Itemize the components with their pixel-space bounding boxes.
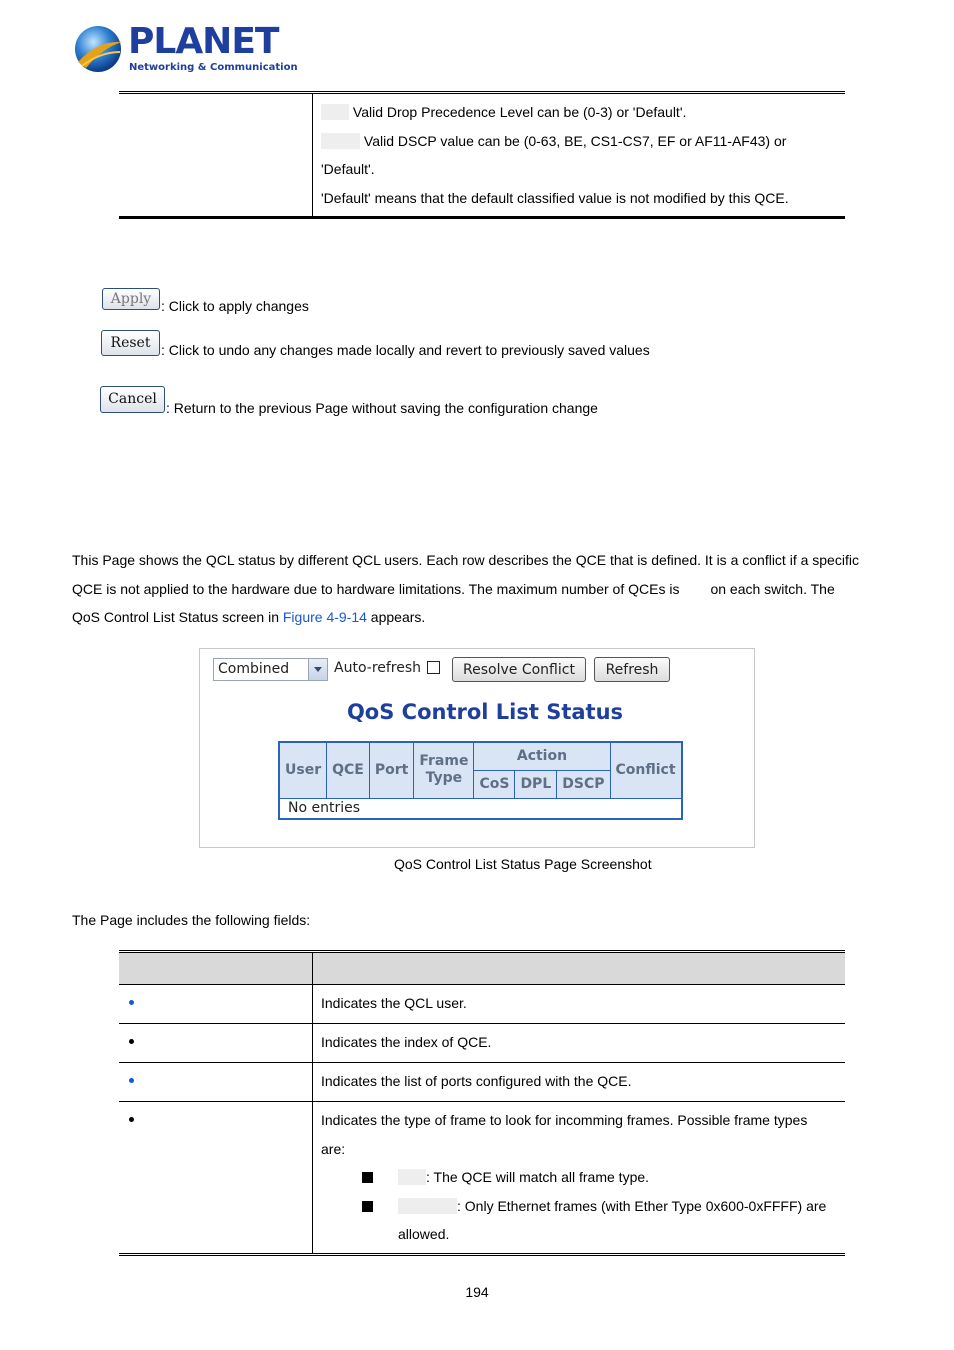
table-row — [119, 1024, 845, 1063]
qcl-status-title: QoS Control List Status — [346, 700, 624, 724]
cancel-button[interactable]: Cancel — [100, 386, 165, 413]
col-user: User — [279, 742, 327, 798]
dscp-desc: Valid DSCP value can be (0-63, BE, CS1-CS7, EF or AF11-AF43) or — [363, 132, 787, 149]
param-desc-cell — [313, 93, 846, 218]
intro-line-2: QCE is not applied to the hardware due to hardware limitations. The maximum number of QCEs is on each switch. The — [72, 580, 835, 597]
type-highlight — [398, 1198, 457, 1214]
param-name-cell — [119, 93, 313, 218]
col-conflict: Conflict — [610, 742, 682, 798]
default-line: 'Default'. — [321, 161, 375, 177]
figure-caption: QoS Control List Status Page Screenshot — [394, 856, 652, 872]
field-desc: Indicates the type of frame to look for incomming frames. Possible frame types are: : The QCE will match all frame type. : Only Ethernet frames (with Ether Type 0x600-0xFFFF) are allowed. — [313, 1102, 846, 1255]
dpl-highlight — [321, 104, 349, 120]
field-desc: Indicates the list of ports configured with the QCE. — [313, 1063, 846, 1102]
col-qce: QCE — [327, 742, 370, 798]
field-desc: Indicates the index of QCE. — [313, 1024, 846, 1063]
apply-desc: : Click to apply changes — [161, 298, 309, 314]
bullet-icon — [129, 1117, 134, 1122]
col-cos: CoS — [474, 770, 515, 798]
bullet-icon — [129, 1039, 134, 1044]
no-entries-row: No entries — [279, 798, 682, 819]
list-item: : The QCE will match all frame type. — [321, 1163, 837, 1192]
user-select[interactable] — [213, 658, 328, 681]
chevron-down-icon — [308, 659, 327, 680]
col-port: Port — [369, 742, 413, 798]
resolve-conflict-button[interactable]: Resolve Conflict — [452, 657, 586, 682]
square-bullet-icon — [362, 1172, 373, 1183]
table-row — [119, 985, 845, 1024]
list-item: : Only Ethernet frames (with Ether Type 0x600-0xFFFF) are — [321, 1192, 837, 1221]
reset-desc: : Click to undo any changes made locally and revert to previously saved values — [161, 342, 650, 358]
col-dpl: DPL — [515, 770, 557, 798]
bullet-icon — [129, 1000, 134, 1005]
cancel-desc: : Return to the previous Page without saving the configuration change — [166, 400, 598, 416]
field-desc: Indicates the QCL user. — [313, 985, 846, 1024]
qcl-status-table — [278, 741, 683, 820]
figure-link[interactable]: Figure 4-9-14 — [282, 609, 367, 625]
planet-logo — [72, 21, 298, 78]
autorefresh-label: Auto-refresh — [334, 660, 422, 676]
type-highlight — [398, 1169, 426, 1185]
table-row — [119, 1063, 845, 1102]
bullet-icon — [129, 1078, 134, 1083]
default-note: 'Default' means that the default classified value is not modified by this QCE. — [321, 189, 789, 206]
user-select-value: Combined — [218, 661, 290, 677]
table-row — [119, 1102, 845, 1255]
page-number: 194 — [465, 1284, 489, 1300]
description-header-cell — [313, 952, 846, 985]
refresh-button[interactable]: Refresh — [594, 657, 670, 682]
dpl-desc: Valid Drop Precedence Level can be (0-3) or 'Default'. — [352, 104, 687, 120]
list-item-cont: allowed. — [398, 1226, 450, 1242]
intro-line-3: QoS Control List Status screen in Figure 4-9-14 appears. — [72, 609, 426, 625]
square-bullet-icon — [362, 1201, 373, 1212]
brand-tagline: Networking & Communication — [129, 62, 298, 73]
intro-paragraph — [72, 546, 892, 632]
col-dscp: DSCP — [557, 770, 610, 798]
col-frame-type: Frame Type — [414, 742, 474, 798]
dscp-highlight — [321, 133, 360, 149]
col-action: Action — [474, 742, 610, 770]
reset-button[interactable]: Reset — [101, 330, 160, 356]
intro-line-1: This Page shows the QCL status by different QCL users. Each row describes the QCE that is defined. It is a conflict if a specific — [72, 552, 859, 568]
autorefresh-checkbox[interactable] — [427, 661, 440, 674]
object-header-cell — [119, 952, 313, 985]
fields-intro: The Page includes the following fields: — [72, 912, 311, 928]
fields-table — [119, 950, 845, 1256]
apply-button[interactable]: Apply — [102, 288, 160, 310]
brand-name: PLANET — [128, 21, 279, 62]
top-parameter-table — [119, 91, 845, 219]
